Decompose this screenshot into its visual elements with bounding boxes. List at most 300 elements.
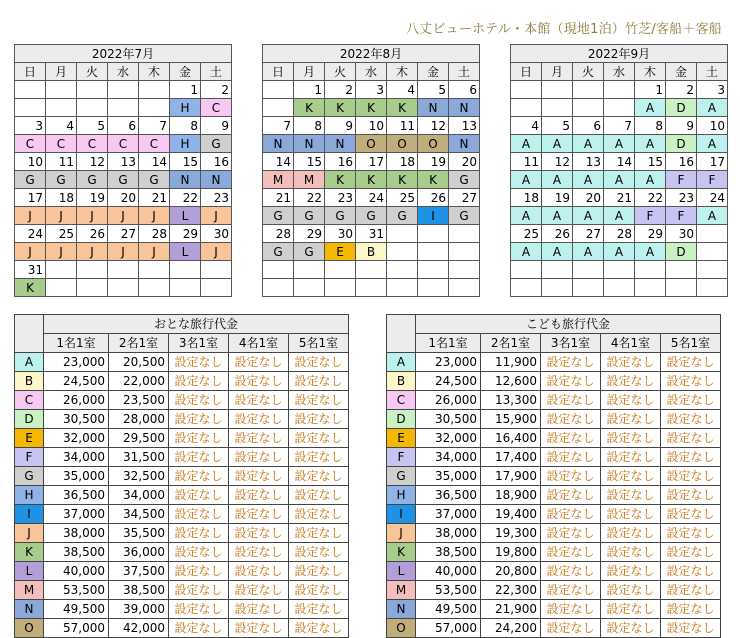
weekday-header: 月 bbox=[294, 63, 325, 81]
day-rate-code: A bbox=[697, 99, 728, 117]
price-value: 35,000 bbox=[416, 467, 481, 486]
day-rate-code bbox=[635, 279, 666, 297]
day-number bbox=[77, 261, 108, 279]
day-rate-code bbox=[542, 279, 573, 297]
day-rate-code: N bbox=[201, 171, 232, 189]
day-number bbox=[511, 81, 542, 99]
price-not-available: 設定なし bbox=[661, 372, 721, 391]
price-value: 18,900 bbox=[481, 486, 541, 505]
price-not-available: 設定なし bbox=[601, 391, 661, 410]
day-rate-code: K bbox=[15, 279, 46, 297]
day-number bbox=[77, 81, 108, 99]
day-rate-code: J bbox=[77, 243, 108, 261]
price-not-available: 設定なし bbox=[229, 581, 289, 600]
day-number: 22 bbox=[294, 189, 325, 207]
price-not-available: 設定なし bbox=[541, 581, 601, 600]
day-number: 25 bbox=[511, 225, 542, 243]
price-value: 42,000 bbox=[109, 619, 169, 638]
day-number: 24 bbox=[697, 189, 728, 207]
day-number: 6 bbox=[449, 81, 480, 99]
rate-code-label: A bbox=[387, 353, 416, 372]
day-rate-code: J bbox=[201, 207, 232, 225]
day-number: 19 bbox=[542, 189, 573, 207]
weekday-header: 日 bbox=[15, 63, 46, 81]
day-rate-code: C bbox=[201, 99, 232, 117]
day-number: 10 bbox=[697, 117, 728, 135]
day-rate-code: N bbox=[449, 99, 480, 117]
price-value: 53,500 bbox=[416, 581, 481, 600]
day-number: 22 bbox=[170, 189, 201, 207]
calendar-month-title: 2022年7月 bbox=[15, 45, 232, 63]
day-rate-code bbox=[449, 279, 480, 297]
price-value: 22,000 bbox=[109, 372, 169, 391]
price-value: 34,000 bbox=[44, 448, 109, 467]
day-number: 26 bbox=[542, 225, 573, 243]
day-number: 20 bbox=[108, 189, 139, 207]
rate-code-label: D bbox=[15, 410, 44, 429]
weekday-header: 土 bbox=[697, 63, 728, 81]
day-number: 24 bbox=[356, 189, 387, 207]
price-not-available: 設定なし bbox=[541, 391, 601, 410]
price-not-available: 設定なし bbox=[289, 486, 349, 505]
price-value: 35,000 bbox=[44, 467, 109, 486]
day-number: 16 bbox=[325, 153, 356, 171]
day-number bbox=[294, 261, 325, 279]
price-value: 16,400 bbox=[481, 429, 541, 448]
price-value: 49,500 bbox=[44, 600, 109, 619]
day-rate-code bbox=[449, 243, 480, 261]
weekday-header: 木 bbox=[139, 63, 170, 81]
price-not-available: 設定なし bbox=[229, 562, 289, 581]
day-number bbox=[263, 81, 294, 99]
day-number: 3 bbox=[356, 81, 387, 99]
price-not-available: 設定なし bbox=[541, 543, 601, 562]
day-number: 14 bbox=[139, 153, 170, 171]
price-not-available: 設定なし bbox=[289, 600, 349, 619]
day-number: 11 bbox=[387, 117, 418, 135]
day-rate-code: L bbox=[170, 207, 201, 225]
price-not-available: 設定なし bbox=[169, 467, 229, 486]
price-value: 23,000 bbox=[44, 353, 109, 372]
day-rate-code: A bbox=[604, 243, 635, 261]
price-not-available: 設定なし bbox=[169, 372, 229, 391]
price-not-available: 設定なし bbox=[661, 524, 721, 543]
day-rate-code: J bbox=[201, 243, 232, 261]
price-not-available: 設定なし bbox=[661, 505, 721, 524]
price-not-available: 設定なし bbox=[541, 372, 601, 391]
price-value: 37,000 bbox=[416, 505, 481, 524]
day-number: 27 bbox=[573, 225, 604, 243]
day-number: 31 bbox=[15, 261, 46, 279]
day-rate-code: J bbox=[46, 243, 77, 261]
day-number bbox=[573, 261, 604, 279]
price-not-available: 設定なし bbox=[541, 562, 601, 581]
price-not-available: 設定なし bbox=[601, 543, 661, 562]
rate-code-label: B bbox=[387, 372, 416, 391]
price-not-available: 設定なし bbox=[601, 467, 661, 486]
calendar-september bbox=[510, 44, 728, 297]
price-not-available: 設定なし bbox=[229, 391, 289, 410]
day-number: 21 bbox=[263, 189, 294, 207]
day-rate-code: A bbox=[511, 171, 542, 189]
day-rate-code: G bbox=[294, 243, 325, 261]
day-number: 1 bbox=[294, 81, 325, 99]
price-value: 32,500 bbox=[109, 467, 169, 486]
price-not-available: 設定なし bbox=[289, 543, 349, 562]
rate-code-label: G bbox=[387, 467, 416, 486]
day-number: 13 bbox=[449, 117, 480, 135]
day-rate-code: G bbox=[356, 207, 387, 225]
price-not-available: 設定なし bbox=[601, 505, 661, 524]
price-not-available: 設定なし bbox=[229, 372, 289, 391]
day-number: 15 bbox=[635, 153, 666, 171]
day-number: 28 bbox=[263, 225, 294, 243]
day-number bbox=[46, 81, 77, 99]
day-rate-code: K bbox=[356, 99, 387, 117]
day-number: 19 bbox=[418, 153, 449, 171]
price-value: 19,400 bbox=[481, 505, 541, 524]
day-rate-code: A bbox=[635, 243, 666, 261]
weekday-header: 火 bbox=[325, 63, 356, 81]
day-number bbox=[542, 261, 573, 279]
day-rate-code bbox=[15, 99, 46, 117]
day-rate-code: J bbox=[77, 207, 108, 225]
price-not-available: 設定なし bbox=[661, 581, 721, 600]
day-rate-code: C bbox=[139, 135, 170, 153]
price-not-available: 設定なし bbox=[169, 448, 229, 467]
day-number: 17 bbox=[697, 153, 728, 171]
price-not-available: 設定なし bbox=[661, 467, 721, 486]
day-number: 13 bbox=[573, 153, 604, 171]
price-not-available: 設定なし bbox=[169, 391, 229, 410]
day-rate-code bbox=[666, 279, 697, 297]
price-value: 30,500 bbox=[416, 410, 481, 429]
rate-code-label: F bbox=[387, 448, 416, 467]
room-type-header: 5名1室 bbox=[289, 334, 349, 353]
room-type-header: 4名1室 bbox=[601, 334, 661, 353]
day-rate-code: H bbox=[170, 135, 201, 153]
day-rate-code bbox=[356, 279, 387, 297]
day-rate-code: C bbox=[77, 135, 108, 153]
rate-code-label: J bbox=[387, 524, 416, 543]
price-not-available: 設定なし bbox=[289, 505, 349, 524]
day-number: 9 bbox=[201, 117, 232, 135]
price-value: 32,000 bbox=[44, 429, 109, 448]
day-number: 24 bbox=[15, 225, 46, 243]
day-number: 8 bbox=[170, 117, 201, 135]
rate-code-label: O bbox=[15, 619, 44, 638]
price-not-available: 設定なし bbox=[169, 486, 229, 505]
weekday-header: 水 bbox=[108, 63, 139, 81]
price-value: 39,000 bbox=[109, 600, 169, 619]
price-not-available: 設定なし bbox=[289, 391, 349, 410]
day-rate-code bbox=[201, 279, 232, 297]
day-number: 10 bbox=[356, 117, 387, 135]
day-rate-code: G bbox=[449, 207, 480, 225]
day-rate-code: A bbox=[511, 135, 542, 153]
day-number bbox=[325, 261, 356, 279]
day-rate-code: K bbox=[325, 99, 356, 117]
price-value: 38,500 bbox=[416, 543, 481, 562]
price-not-available: 設定なし bbox=[601, 562, 661, 581]
day-number: 4 bbox=[46, 117, 77, 135]
price-value: 37,000 bbox=[44, 505, 109, 524]
day-rate-code bbox=[511, 99, 542, 117]
day-number: 5 bbox=[542, 117, 573, 135]
price-not-available: 設定なし bbox=[169, 543, 229, 562]
day-rate-code: J bbox=[15, 243, 46, 261]
day-number: 13 bbox=[108, 153, 139, 171]
day-number: 2 bbox=[666, 81, 697, 99]
price-not-available: 設定なし bbox=[601, 353, 661, 372]
day-rate-code: H bbox=[170, 99, 201, 117]
price-not-available: 設定なし bbox=[169, 562, 229, 581]
weekday-header: 水 bbox=[604, 63, 635, 81]
rate-code-label: L bbox=[15, 562, 44, 581]
room-type-header: 1名1室 bbox=[416, 334, 481, 353]
day-number bbox=[666, 261, 697, 279]
day-number bbox=[635, 261, 666, 279]
price-not-available: 設定なし bbox=[661, 486, 721, 505]
price-not-available: 設定なし bbox=[289, 448, 349, 467]
day-number bbox=[418, 225, 449, 243]
price-not-available: 設定なし bbox=[289, 562, 349, 581]
day-rate-code bbox=[604, 279, 635, 297]
day-rate-code: F bbox=[635, 207, 666, 225]
price-value: 15,900 bbox=[481, 410, 541, 429]
price-value: 19,300 bbox=[481, 524, 541, 543]
day-number: 8 bbox=[294, 117, 325, 135]
price-not-available: 設定なし bbox=[169, 581, 229, 600]
price-not-available: 設定なし bbox=[661, 410, 721, 429]
price-not-available: 設定なし bbox=[289, 410, 349, 429]
day-number bbox=[387, 225, 418, 243]
day-number bbox=[511, 261, 542, 279]
price-value: 34,000 bbox=[416, 448, 481, 467]
rate-code-label: I bbox=[387, 505, 416, 524]
rate-code-label: B bbox=[15, 372, 44, 391]
day-number: 20 bbox=[573, 189, 604, 207]
day-number bbox=[356, 261, 387, 279]
day-number: 17 bbox=[15, 189, 46, 207]
price-not-available: 設定なし bbox=[169, 524, 229, 543]
day-rate-code bbox=[77, 99, 108, 117]
day-number: 14 bbox=[263, 153, 294, 171]
day-rate-code: K bbox=[325, 171, 356, 189]
price-value: 38,500 bbox=[109, 581, 169, 600]
day-rate-code: N bbox=[449, 135, 480, 153]
rate-code-label: K bbox=[387, 543, 416, 562]
price-not-available: 設定なし bbox=[229, 429, 289, 448]
price-value: 24,500 bbox=[416, 372, 481, 391]
price-value: 36,500 bbox=[44, 486, 109, 505]
rate-code-label: L bbox=[387, 562, 416, 581]
price-not-available: 設定なし bbox=[229, 543, 289, 562]
weekday-header: 木 bbox=[635, 63, 666, 81]
room-type-header: 5名1室 bbox=[661, 334, 721, 353]
day-rate-code: D bbox=[666, 135, 697, 153]
day-number bbox=[108, 261, 139, 279]
day-rate-code bbox=[263, 99, 294, 117]
day-number: 19 bbox=[77, 189, 108, 207]
rate-code-label: H bbox=[387, 486, 416, 505]
day-rate-code: B bbox=[356, 243, 387, 261]
day-number bbox=[170, 261, 201, 279]
calendar-month-title: 2022年8月 bbox=[263, 45, 480, 63]
weekday-header: 金 bbox=[666, 63, 697, 81]
price-value: 37,500 bbox=[109, 562, 169, 581]
day-number bbox=[449, 261, 480, 279]
day-rate-code: A bbox=[635, 135, 666, 153]
price-not-available: 設定なし bbox=[601, 372, 661, 391]
day-number: 23 bbox=[666, 189, 697, 207]
day-rate-code: A bbox=[604, 135, 635, 153]
price-value: 38,000 bbox=[44, 524, 109, 543]
price-not-available: 設定なし bbox=[541, 410, 601, 429]
price-not-available: 設定なし bbox=[229, 353, 289, 372]
price-value: 49,500 bbox=[416, 600, 481, 619]
price-value: 26,000 bbox=[44, 391, 109, 410]
rate-code-label: G bbox=[15, 467, 44, 486]
weekday-header: 水 bbox=[356, 63, 387, 81]
room-type-header: 3名1室 bbox=[541, 334, 601, 353]
price-not-available: 設定なし bbox=[541, 619, 601, 638]
day-rate-code: N bbox=[263, 135, 294, 153]
calendar-july bbox=[14, 44, 232, 297]
day-rate-code: G bbox=[201, 135, 232, 153]
day-rate-code: F bbox=[666, 171, 697, 189]
weekday-header: 火 bbox=[573, 63, 604, 81]
day-rate-code: J bbox=[139, 243, 170, 261]
day-number: 2 bbox=[325, 81, 356, 99]
weekday-header: 金 bbox=[418, 63, 449, 81]
day-rate-code bbox=[294, 279, 325, 297]
price-value: 20,800 bbox=[481, 562, 541, 581]
day-rate-code: C bbox=[108, 135, 139, 153]
price-not-available: 設定なし bbox=[169, 600, 229, 619]
price-value: 13,300 bbox=[481, 391, 541, 410]
price-not-available: 設定なし bbox=[169, 429, 229, 448]
day-rate-code: E bbox=[325, 243, 356, 261]
rate-code-label: D bbox=[387, 410, 416, 429]
day-rate-code: N bbox=[325, 135, 356, 153]
day-number bbox=[201, 261, 232, 279]
price-not-available: 設定なし bbox=[601, 429, 661, 448]
day-number: 11 bbox=[511, 153, 542, 171]
price-not-available: 設定なし bbox=[229, 600, 289, 619]
price-value: 20,500 bbox=[109, 353, 169, 372]
price-not-available: 設定なし bbox=[169, 505, 229, 524]
price-value: 28,000 bbox=[109, 410, 169, 429]
table-corner bbox=[15, 315, 44, 353]
day-number: 15 bbox=[294, 153, 325, 171]
day-number: 9 bbox=[666, 117, 697, 135]
price-not-available: 設定なし bbox=[541, 467, 601, 486]
price-not-available: 設定なし bbox=[289, 353, 349, 372]
day-number: 29 bbox=[170, 225, 201, 243]
price-not-available: 設定なし bbox=[661, 562, 721, 581]
day-number: 9 bbox=[325, 117, 356, 135]
day-number: 6 bbox=[108, 117, 139, 135]
price-not-available: 設定なし bbox=[229, 524, 289, 543]
price-value: 53,500 bbox=[44, 581, 109, 600]
price-value: 19,800 bbox=[481, 543, 541, 562]
day-rate-code bbox=[604, 99, 635, 117]
price-value: 22,300 bbox=[481, 581, 541, 600]
price-not-available: 設定なし bbox=[289, 467, 349, 486]
day-number: 11 bbox=[46, 153, 77, 171]
calendar-month-title: 2022年9月 bbox=[511, 45, 728, 63]
day-number: 7 bbox=[139, 117, 170, 135]
day-number: 7 bbox=[604, 117, 635, 135]
day-number: 30 bbox=[666, 225, 697, 243]
day-rate-code: G bbox=[387, 207, 418, 225]
day-rate-code: G bbox=[325, 207, 356, 225]
day-rate-code: A bbox=[511, 207, 542, 225]
weekday-header: 火 bbox=[77, 63, 108, 81]
weekday-header: 日 bbox=[263, 63, 294, 81]
day-number bbox=[387, 261, 418, 279]
price-value: 29,500 bbox=[109, 429, 169, 448]
day-rate-code: J bbox=[139, 207, 170, 225]
rate-code-label: A bbox=[15, 353, 44, 372]
day-number: 7 bbox=[263, 117, 294, 135]
day-rate-code: L bbox=[170, 243, 201, 261]
day-rate-code: A bbox=[604, 171, 635, 189]
day-number: 21 bbox=[139, 189, 170, 207]
price-not-available: 設定なし bbox=[601, 410, 661, 429]
day-rate-code: G bbox=[77, 171, 108, 189]
day-number: 15 bbox=[170, 153, 201, 171]
day-number: 5 bbox=[77, 117, 108, 135]
day-rate-code bbox=[170, 279, 201, 297]
weekday-header: 月 bbox=[542, 63, 573, 81]
day-number: 16 bbox=[666, 153, 697, 171]
day-number: 16 bbox=[201, 153, 232, 171]
day-rate-code bbox=[139, 99, 170, 117]
day-rate-code: G bbox=[139, 171, 170, 189]
price-not-available: 設定なし bbox=[229, 505, 289, 524]
day-rate-code bbox=[387, 279, 418, 297]
rate-code-label: C bbox=[387, 391, 416, 410]
day-rate-code bbox=[46, 279, 77, 297]
day-number bbox=[542, 81, 573, 99]
price-not-available: 設定なし bbox=[289, 429, 349, 448]
day-rate-code bbox=[108, 279, 139, 297]
price-not-available: 設定なし bbox=[661, 600, 721, 619]
table-corner bbox=[387, 315, 416, 353]
day-number: 18 bbox=[46, 189, 77, 207]
price-not-available: 設定なし bbox=[541, 353, 601, 372]
price-value: 24,500 bbox=[44, 372, 109, 391]
rate-code-label: O bbox=[387, 619, 416, 638]
weekday-header: 金 bbox=[170, 63, 201, 81]
day-rate-code: J bbox=[108, 207, 139, 225]
price-not-available: 設定なし bbox=[169, 353, 229, 372]
day-number bbox=[449, 225, 480, 243]
day-number: 2 bbox=[201, 81, 232, 99]
day-rate-code: A bbox=[573, 207, 604, 225]
day-number: 12 bbox=[418, 117, 449, 135]
day-number bbox=[604, 261, 635, 279]
day-rate-code: C bbox=[15, 135, 46, 153]
price-value: 40,000 bbox=[416, 562, 481, 581]
day-rate-code: A bbox=[635, 99, 666, 117]
day-rate-code bbox=[46, 99, 77, 117]
room-type-header: 1名1室 bbox=[44, 334, 109, 353]
price-not-available: 設定なし bbox=[289, 581, 349, 600]
day-rate-code: A bbox=[542, 135, 573, 153]
